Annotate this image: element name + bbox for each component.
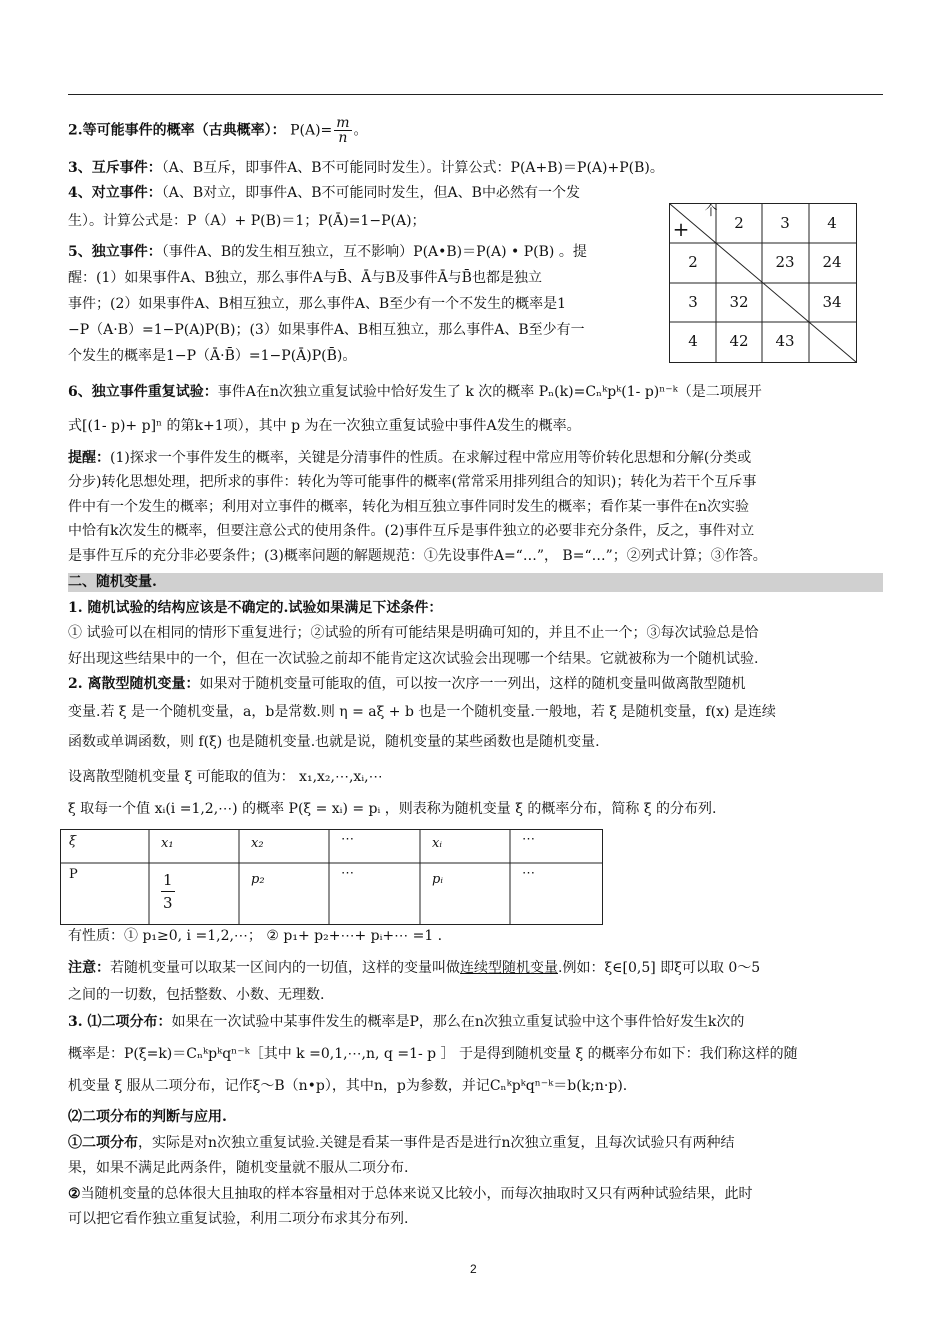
- note-continuous-line2: 之间的一切数，包括整数、小数、无理数.: [68, 987, 325, 1003]
- note-continuous-line1: 注意：若随机变量可以取某一区间内的一切值，这样的变量叫做连续型随机变量.例如：ξ∈[0,5] 即ξ可以取 0～5: [68, 960, 761, 976]
- grid-plus: +: [672, 217, 690, 241]
- item-repeated-trials-line2: 式[(1- p)+ p]ⁿ 的第k+1项），其中 p 为在一次独立重复试验中事件A发生的概率。: [68, 418, 581, 434]
- grid-cell: 42: [729, 332, 749, 350]
- item-independent-line3: 事件；(2）如果事件A、B相互独立，那么事件A、B至少有一个不发生的概率是1: [68, 296, 567, 312]
- grid-cell: 3: [688, 293, 698, 311]
- dist-fraction-one-third: $\frac{1}{3}$: [163, 871, 173, 912]
- rv-discrete-line1: 2. 离散型随机变量：如果对于随机变量可能取的值，可以按一次序一一列出，这样的随机变量叫做离散型随机: [68, 676, 746, 692]
- binomial-apply-title: ⑵二项分布的判断与应用.: [68, 1109, 227, 1125]
- binomial-line2: 概率是：P(ξ=k)＝Cₙᵏpᵏqⁿ⁻ᵏ［其中 k =0,1,⋯,n, q =1- p ］ 于是得到随机变量 ξ 的概率分布如下：我们称这样的随: [68, 1046, 798, 1062]
- dist-header-ellipsis: ⋯: [341, 832, 354, 847]
- binomial-line3: 机变量 ξ 服从二项分布，记作ξ～B（n•p），其中n，p为参数，并记Cₙᵏpᵏqⁿ⁻ᵏ＝b(k;n·p).: [68, 1078, 628, 1094]
- dist-row-p-label: P: [69, 867, 78, 882]
- dist-p2: p₂: [251, 872, 265, 887]
- dist-header-x2: x₂: [251, 836, 264, 851]
- dist-header-xi: ξ: [69, 834, 77, 849]
- item-complementary-line1: 4、对立事件：（A、B对立，即事件A、B不可能同时发生，但A、B中必然有一个发: [68, 185, 580, 201]
- section-heading-random-variable: 二、随机变量.: [68, 573, 883, 592]
- tip-line3: 件中有一个发生的概率；利用对立事件的概率，转化为相互独立事件同时发生的概率；看作某一事件在n次实验: [68, 499, 750, 515]
- rv-discrete-line2: 变量.若 ξ 是一个随机变量，a，b是常数.则 η = aξ + b 也是一个随机变量.一般地，若 ξ 是随机变量，f(x) 是连续: [68, 704, 776, 720]
- item-complementary-line2: 生）。计算公式是：P（A）+ P(B)＝1；P(Ā)=1−P(A)；: [68, 213, 426, 229]
- dist-ellipsis: ⋯: [522, 866, 535, 881]
- grid-cell: 23: [775, 253, 795, 271]
- dist-header-ellipsis: ⋯: [522, 832, 535, 847]
- rv-random-experiment-title: 1. 随机试验的结构应该是不确定的.试验如果满足下述条件：: [68, 600, 443, 616]
- distribution-table-lines: [61, 830, 602, 924]
- grid-header: 个: [704, 204, 718, 219]
- dist-header-x1: x₁: [161, 836, 174, 851]
- grid-cell: 3: [780, 214, 790, 232]
- item-repeated-trials-line1: 6、独立事件重复试验：事件A在n次独立重复试验中恰好发生了 k 次的概率 Pₙ(k)=Cₙᵏpᵏ(1- p)ⁿ⁻ᵏ（是二项展开: [68, 384, 762, 400]
- rv-discrete-line5: ξ 取每一个值 xᵢ(i =1,2,⋯) 的概率 P(ξ = xᵢ) = pᵢ ，则表称为随机变量 ξ 的概率分布，简称 ξ 的分布列.: [68, 801, 717, 817]
- rv-discrete-line4: 设离散型随机变量 ξ 可能取的值为： x₁,x₂,⋯,xᵢ,⋯: [68, 769, 383, 785]
- binomial-apply-line1: ①二项分布，实际是对n次独立重复试验.关键是看某一事件是否是进行n次独立重复，且每次试验只有两种结: [68, 1135, 735, 1151]
- grid-cell: 43: [775, 332, 795, 350]
- dist-header-xi-value: xᵢ: [432, 836, 442, 851]
- tip-line2: 分步)转化思想处理，把所求的事件：转化为等可能事件的概率(常常采用排列组合的知识)；转化为若干个互斥事: [68, 474, 757, 490]
- tip-line1: 提醒：(1)探求一个事件发生的概率，关键是分清事件的性质。在求解过程中常应用等价转化思想和分解(分类或: [68, 450, 752, 466]
- item-independent-line2: 醒：(1）如果事件A、B独立，那么事件A与B̄、Ā与B及事件Ā与B̄也都是独立: [68, 270, 542, 286]
- grid-cell: 4: [827, 214, 837, 232]
- rv-random-experiment-line2: 好出现这些结果中的一个，但在一次试验之前却不能肯定这次试验会出现哪一个结果。它就被称为一个随机试验.: [68, 651, 759, 667]
- grid-cell: 34: [822, 293, 842, 311]
- binomial-apply-line4: 可以把它看作独立重复试验，利用二项分布求其分布列.: [68, 1211, 409, 1227]
- binomial-apply-line2: 果，如果不满足此两条件，随机变量就不服从二项分布.: [68, 1160, 409, 1176]
- dist-ellipsis: ⋯: [341, 866, 354, 881]
- distribution-properties: 有性质：① p₁≥0, i =1,2,⋯； ② p₁+ p₂+⋯+ pᵢ+⋯ =1 .: [68, 928, 443, 944]
- fraction-m-over-n: $\frac{m}{n}$: [336, 115, 350, 146]
- grid-cell: 2: [734, 214, 744, 232]
- distribution-table: [60, 829, 603, 925]
- tip-line5: 是事件互斥的充分非必要条件；(3)概率问题的解题规范：①先设事件A=“…”， B=“…”；②列式计算；③作答。: [68, 548, 767, 564]
- grid-cell: 4: [688, 332, 698, 350]
- grid-cell: 32: [729, 293, 749, 311]
- dist-pi: pᵢ: [432, 872, 443, 887]
- header-rule: [68, 94, 883, 95]
- binomial-line1: 3. ⑴二项分布：如果在一次试验中某事件发生的概率是P，那么在n次独立重复试验中这个事件恰好发生k次的: [68, 1014, 745, 1030]
- tip-line4: 中恰有k次发生的概率，但要注意公式的使用条件。(2)事件互斥是事件独立的必要非充分条件，反之，事件对立: [68, 523, 755, 539]
- grid-cell: 2: [688, 253, 698, 271]
- grid-cell: 24: [822, 253, 842, 271]
- item-equal-probability: 2.等可能事件的概率（古典概率）： P(A)= $\frac{m}{n}$ 。: [68, 115, 368, 146]
- rv-discrete-line3: 函数或单调函数，则 f(ξ) 也是随机变量.也就是说，随机变量的某些函数也是随机变量.: [68, 734, 600, 750]
- page-number: 2: [470, 1262, 477, 1276]
- item-mutually-exclusive: 3、互斥事件：（A、B互斥，即事件A、B不可能同时发生）。计算公式：P(A+B)＝P(A)+P(B)。: [68, 160, 664, 176]
- rv-random-experiment-line1: ① 试验可以在相同的情形下重复进行；②试验的所有可能结果是明确可知的，并且不止一个；③每次试验总是恰: [68, 625, 759, 641]
- item-independent-line5: 个发生的概率是1−P（Ā·B̄）=1−P(Ā)P(B̄)。: [68, 348, 357, 364]
- item-independent-line4: −P（A·B）=1−P(A)P(B)；(3）如果事件A、B相互独立，那么事件A、B至少有一: [68, 322, 585, 338]
- binomial-apply-line3: ②当随机变量的总体很大且抽取的样本容量相对于总体来说又比较小，而每次抽取时又只有两种试验结果，此时: [68, 1186, 753, 1202]
- item-independent-line1: 5、独立事件：（事件A、B的发生相互独立，互不影响）P(A•B)＝P(A) • P(B) 。提: [68, 244, 587, 260]
- sum-grid-table: [669, 203, 857, 363]
